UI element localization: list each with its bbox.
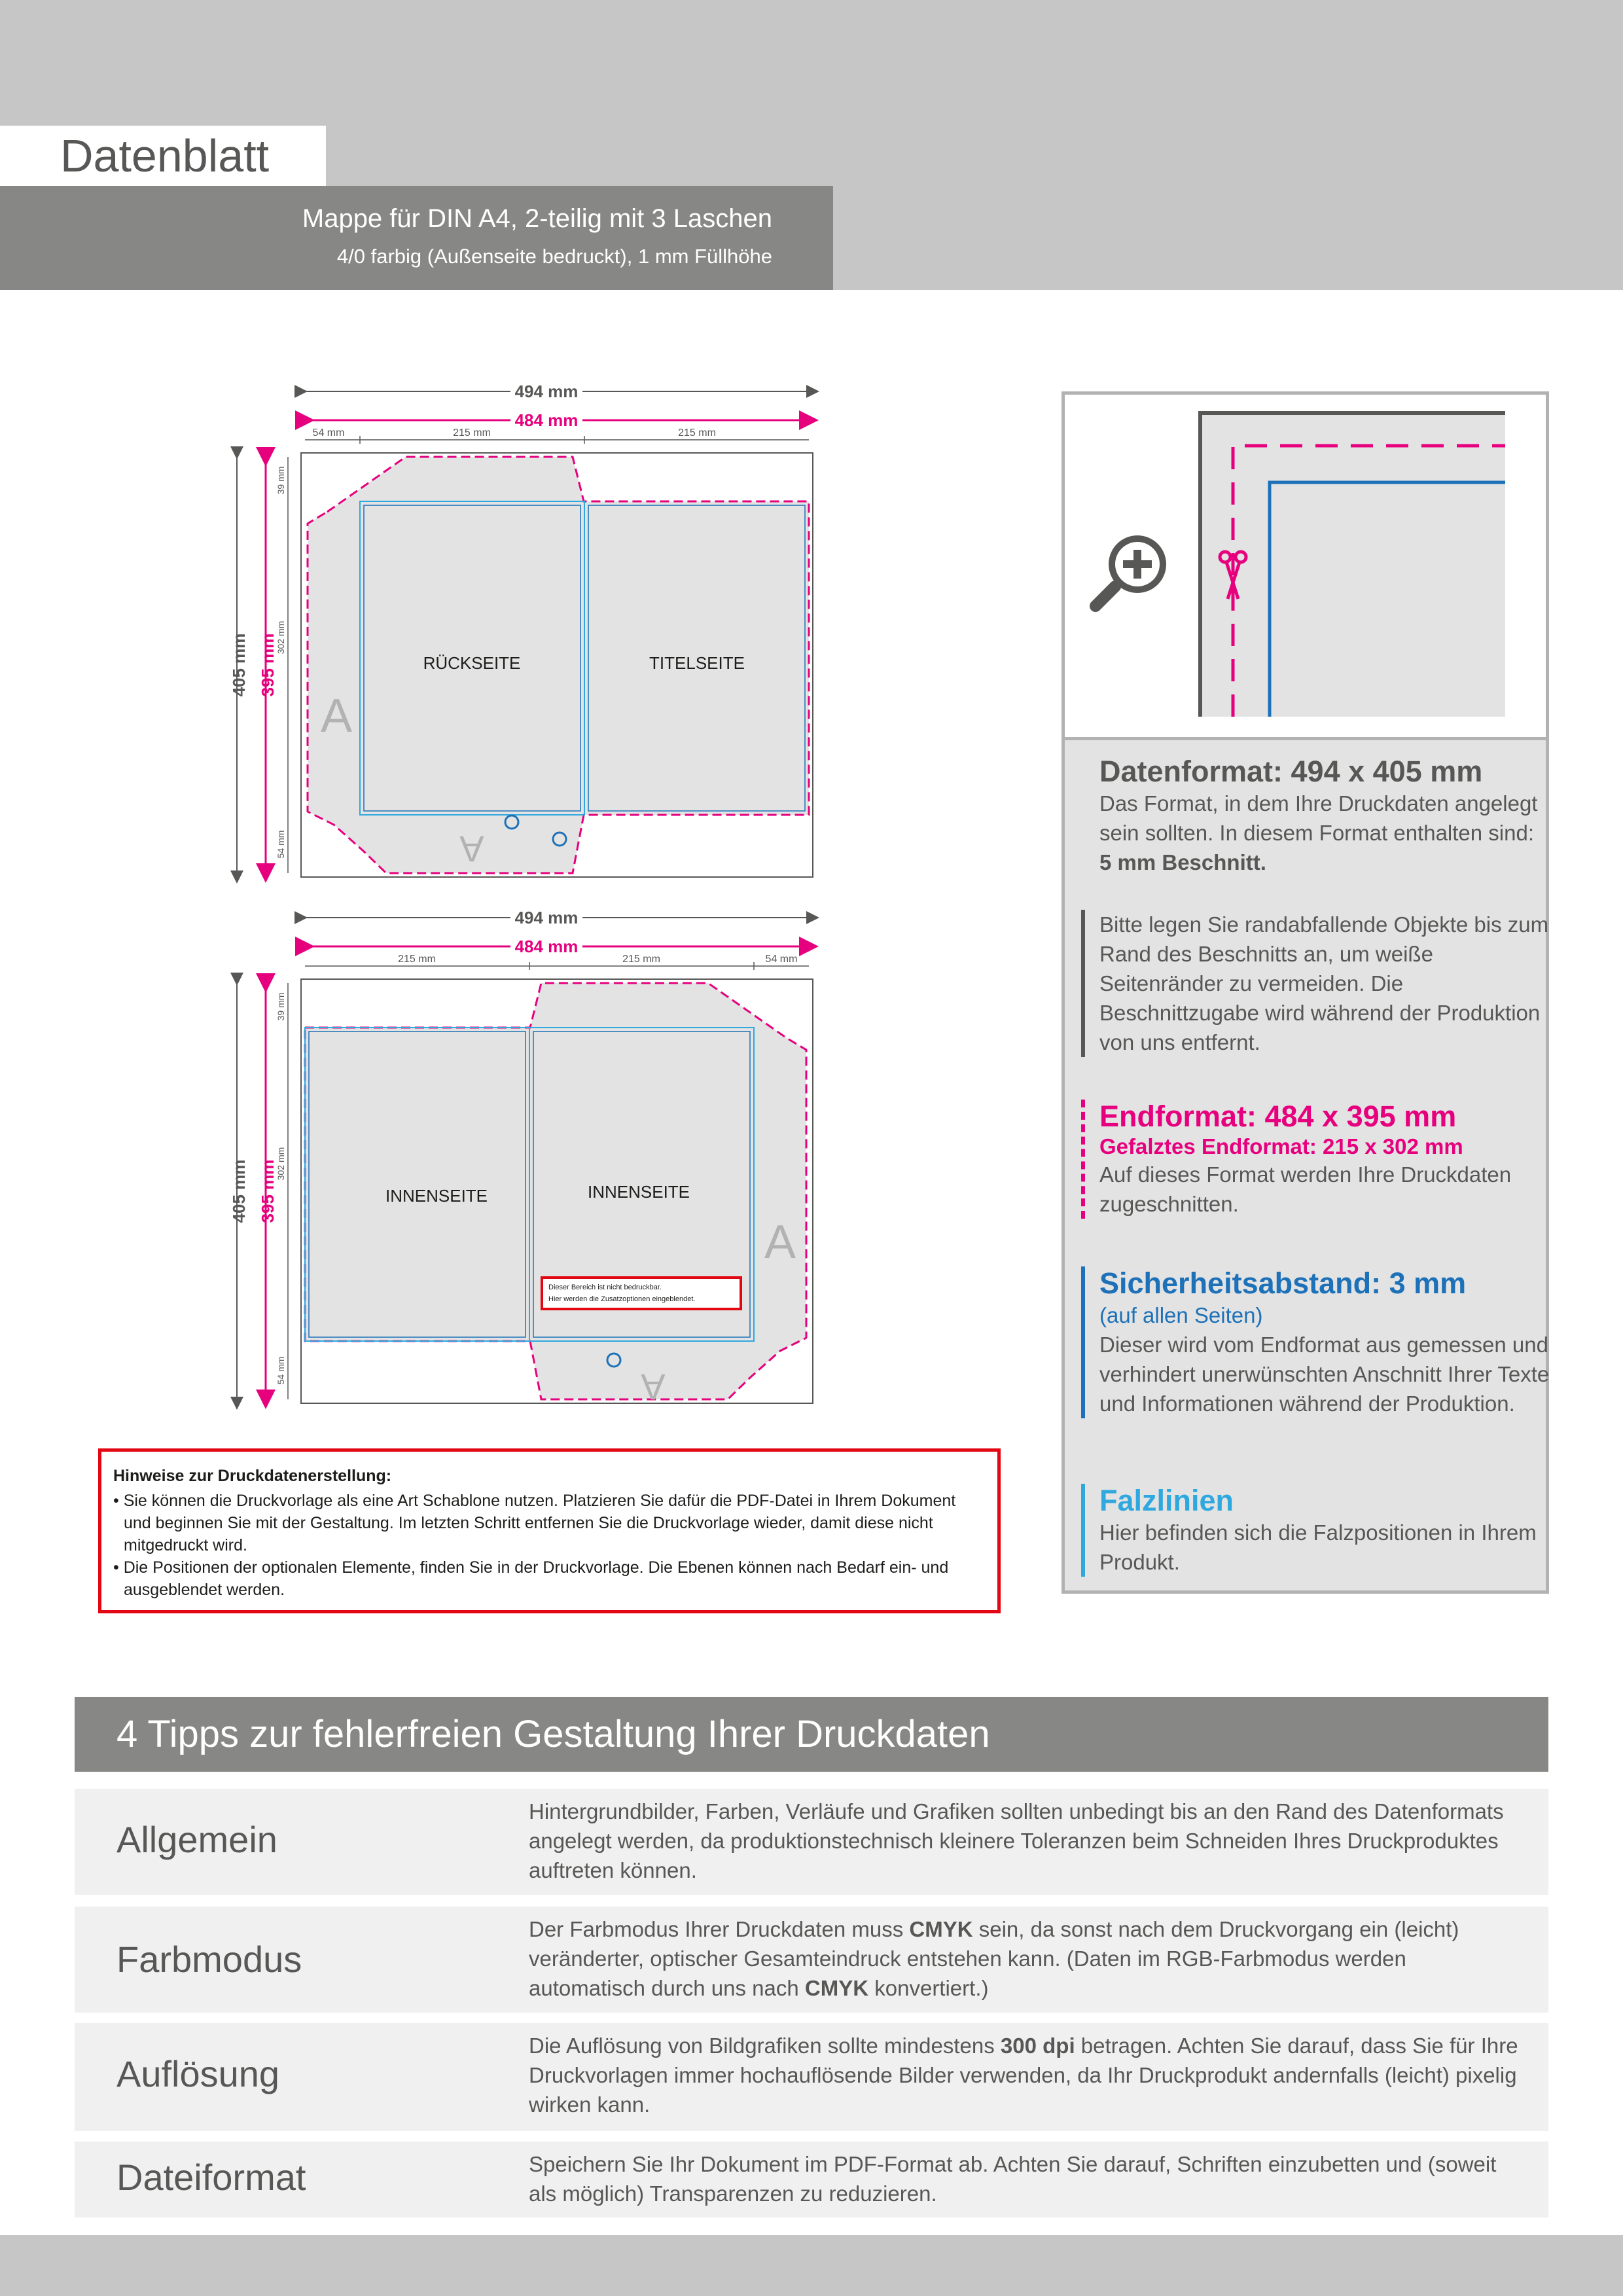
legend-separator <box>1065 737 1546 740</box>
svg-text:302 mm: 302 mm <box>276 620 286 655</box>
svg-text:395 mm: 395 mm <box>258 1159 277 1223</box>
legend-data-format <box>1099 755 1538 877</box>
hint-item: • Die Positionen der optionalen Elemente, finden Sie in der Druckvorlage. Die Ebenen können nach Bedarf ein- und ausgeblendet werden. <box>113 1558 949 1599</box>
inner-side-layout <box>229 908 813 1408</box>
dim-final-width: 484 mm <box>514 937 579 956</box>
product-spec: 4/0 farbig (Außenseite bedruckt), 1 mm Füllhöhe <box>336 245 772 268</box>
tip-row-file-format <box>75 2142 1548 2217</box>
non-printable-area-note <box>542 1278 741 1309</box>
print-hints-box <box>98 1448 1001 1613</box>
tip-row-resolution <box>75 2023 1548 2131</box>
fold-text: Hier befinden sich die Falzpositionen in Ihrem Produkt. <box>1099 1520 1537 1574</box>
footer-band <box>0 2235 1623 2296</box>
dim-final-height: 395 mm <box>258 633 277 697</box>
legend-bleed <box>1081 910 1551 1057</box>
dim-total-width: 494 mm <box>514 382 579 401</box>
page-title: Datenblatt <box>60 130 270 181</box>
panel-label-inner-right: INNENSEITE <box>587 1182 690 1202</box>
hint-item: • Sie können die Druckvorlage als eine Art Schablone nutzen. Platzieren Sie dafür die PDF-Datei in Ihrem Dokument und beginnen Sie mit der Gestaltung. Im letzten Schritt entfernen Sie die Druckvorlage wieder, damit diese nicht mitgedruckt wird. <box>113 1492 956 1554</box>
svg-text:54 mm: 54 mm <box>276 1356 286 1385</box>
dim-total-height: 405 mm <box>229 633 249 697</box>
dim-panel: 215 mm <box>453 427 491 439</box>
safety-sub: (auf allen Seiten) <box>1099 1303 1263 1327</box>
tip-text: Hintergrundbilder, Farben, Verläufe und Grafiken sollten unbedingt bis an den Rand des Datenformats angelegt werden, da produktionstechnisch kleinere Toleranzen beim Schneiden Ihres Druckproduktes auftreten können. <box>529 1799 1504 1882</box>
bleed-text: Bitte legen Sie randabfallende Objekte bis zum Rand des Beschnitts an, um weiße Seitenränder zu vermeiden. Die Beschnittzugabe wird während der Produktion von uns entfernt. <box>1099 912 1549 1054</box>
svg-text:A: A <box>764 1216 796 1268</box>
svg-text:302 mm: 302 mm <box>276 1147 286 1181</box>
tip-row-general <box>75 1789 1548 1895</box>
folder-template-diagram <box>216 373 838 1420</box>
dim-total-width: 494 mm <box>514 908 579 927</box>
zoom-in-icon <box>1086 524 1178 615</box>
safety-title: Sicherheitsabstand: 3 mm <box>1099 1266 1467 1300</box>
tip-text: Speichern Sie Ihr Dokument im PDF-Format ab. Achten Sie darauf, Schriften einzubetten und (soweit als möglich) Transparenzen zu reduzieren. <box>529 2152 1497 2206</box>
tip-text: Der Farbmodus Ihrer Druckdaten muss CMYK sein, da sonst nach dem Druckvorgang ein (leicht) veränderter, optischer Gesamteindruck entstehen kann. (Daten im RGB-Farbmodus werden automatisch durch uns nach CMYK konvertiert.) <box>529 1917 1459 2000</box>
legend-safety-margin <box>1081 1266 1551 1418</box>
tip-label: Auflösung <box>116 2053 280 2094</box>
dim-side-flap: 54 mm <box>312 427 345 439</box>
svg-text:Dieser Bereich ist nicht bedru: Dieser Bereich ist nicht bedruckbar. <box>548 1283 662 1291</box>
data-format-text: Das Format, in dem Ihre Druckdaten angelegt sein sollten. In diesem Format enthalten sind: 5 mm Beschnitt. <box>1099 791 1538 874</box>
svg-text:39 mm: 39 mm <box>276 466 286 495</box>
panel-label-title: TITELSEITE <box>649 653 745 673</box>
product-name: Mappe für DIN A4, 2-teilig mit 3 Laschen <box>302 204 772 233</box>
tip-label: Allgemein <box>116 1819 277 1860</box>
final-format-text: Auf dieses Format werden Ihre Druckdaten zugeschnitten. <box>1099 1162 1512 1216</box>
panel-label-back: RÜCKSEITE <box>423 653 521 673</box>
dim-final-width: 484 mm <box>514 410 579 430</box>
folded-format: Gefalztes Endformat: 215 x 302 mm <box>1099 1134 1463 1158</box>
hints-heading: Hinweise zur Druckdatenerstellung: <box>113 1467 392 1485</box>
tips-title: 4 Tipps zur fehlerfreien Gestaltung Ihrer Druckdaten <box>116 1713 990 1755</box>
svg-text:Hier werden die Zusatzoptionen: Hier werden die Zusatzoptionen eingeblendet. <box>548 1295 696 1303</box>
format-zoom-illustration <box>1198 409 1505 717</box>
final-format-title: Endformat: 484 x 395 mm <box>1099 1100 1457 1133</box>
svg-text:215 mm: 215 mm <box>398 954 436 965</box>
flap-letter: A <box>459 829 484 870</box>
subtitle-box <box>0 186 833 290</box>
tip-row-color-mode <box>75 1907 1548 2013</box>
flap-letter: A <box>320 690 353 742</box>
outer-side-layout <box>229 382 813 877</box>
svg-text:54 mm: 54 mm <box>765 954 798 965</box>
tip-label: Dateiformat <box>116 2157 306 2198</box>
svg-text:215 mm: 215 mm <box>622 954 660 965</box>
panel-label-inner-left: INNENSEITE <box>385 1186 488 1206</box>
svg-text:A: A <box>641 1367 666 1408</box>
dim-panel: 215 mm <box>678 427 716 439</box>
fold-title: Falzlinien <box>1099 1484 1234 1517</box>
svg-text:405 mm: 405 mm <box>229 1159 249 1223</box>
tip-text: Die Auflösung von Bildgrafiken sollte mindestens 300 dpi betragen. Achten Sie darauf, dass Sie für Ihre Druckvorlagen immer hochauflösende Bilder verwenden, da Ihr Druckprodukt andernfalls (leicht) pixelig wirken kann. <box>529 2034 1518 2117</box>
legend-fold-lines <box>1081 1484 1551 1577</box>
tip-label: Farbmodus <box>116 1939 302 1980</box>
data-format-title: Datenformat: 494 x 405 mm <box>1099 755 1483 788</box>
svg-text:54 mm: 54 mm <box>276 830 286 859</box>
legend-final-format <box>1081 1100 1551 1219</box>
svg-text:39 mm: 39 mm <box>276 992 286 1021</box>
safety-text: Dieser wird vom Endformat aus gemessen und verhindert unerwünschten Anschnitt Ihrer Texte und Informationen während der Produktion. <box>1099 1333 1550 1416</box>
